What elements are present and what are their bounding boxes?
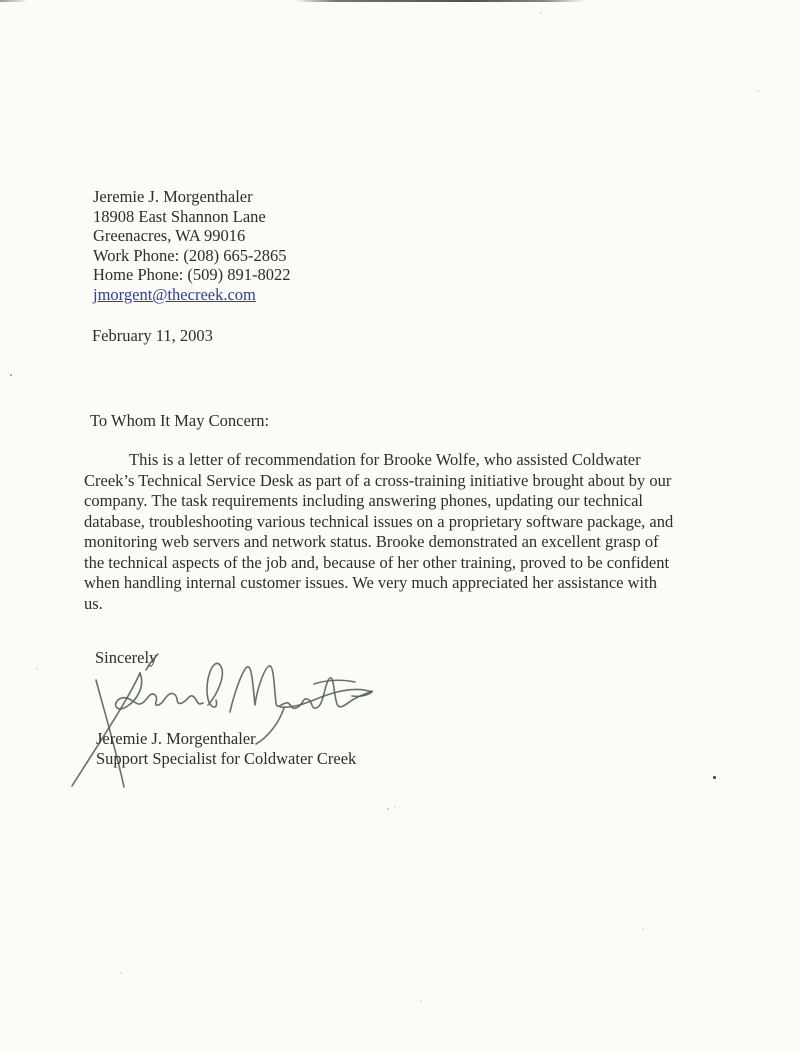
scan-speck (394, 806, 395, 808)
body-line: company. The task requirements including answering phones, updating our technical (84, 491, 644, 510)
valediction-line: Sincerely (95, 648, 158, 667)
signature-block (96, 729, 356, 769)
letter-date: February 11, 2003 (92, 326, 213, 345)
sender-name: Jeremie J. Morgenthaler (93, 187, 253, 206)
scan-speck (36, 668, 38, 670)
sender-work-phone: Work Phone: (208) 665-2865 (93, 245, 287, 265)
scan-speck (120, 972, 122, 974)
sender-block (93, 187, 291, 305)
scan-speck (10, 374, 12, 376)
body-line: This is a letter of recommendation for Brooke Wolfe, who assisted Coldwater (129, 450, 641, 469)
scanner-edge-artifact (0, 0, 800, 2)
sender-address-street: 18908 East Shannon Lane (93, 206, 266, 226)
sender-email-link[interactable]: jmorgent@thecreek.com (93, 284, 256, 304)
scan-speck (387, 808, 389, 810)
scan-speck (713, 776, 716, 779)
letter-body-paragraph (84, 450, 673, 614)
body-line: database, troubleshooting various technical issues on a proprietary software package, and (84, 511, 674, 531)
scan-speck (757, 90, 759, 92)
body-line: Creek’s Technical Service Desk as part of a cross-training initiative brought about by our (84, 470, 672, 490)
body-line: us. (84, 593, 103, 613)
sender-address-city: Greenacres, WA 99016 (93, 226, 246, 246)
body-line: when handling internal customer issues. We very much appreciated her assistance with (84, 573, 657, 592)
scan-speck (420, 1000, 422, 1002)
signer-name: Jeremie J. Morgenthaler (96, 729, 256, 748)
handwritten-signature-image (58, 650, 388, 805)
salutation-line: To Whom It May Concern: (90, 411, 270, 430)
signer-title: Support Specialist for Coldwater Creek (96, 749, 357, 769)
scan-speck (540, 12, 542, 14)
scan-speck (642, 928, 644, 930)
sender-home-phone: Home Phone: (509) 891-8022 (93, 265, 291, 285)
body-line: the technical aspects of the job and, because of her other training, proved to be confident (84, 552, 670, 572)
body-line: monitoring web servers and network status. Brooke demonstrated an excellent grasp of (84, 532, 659, 551)
